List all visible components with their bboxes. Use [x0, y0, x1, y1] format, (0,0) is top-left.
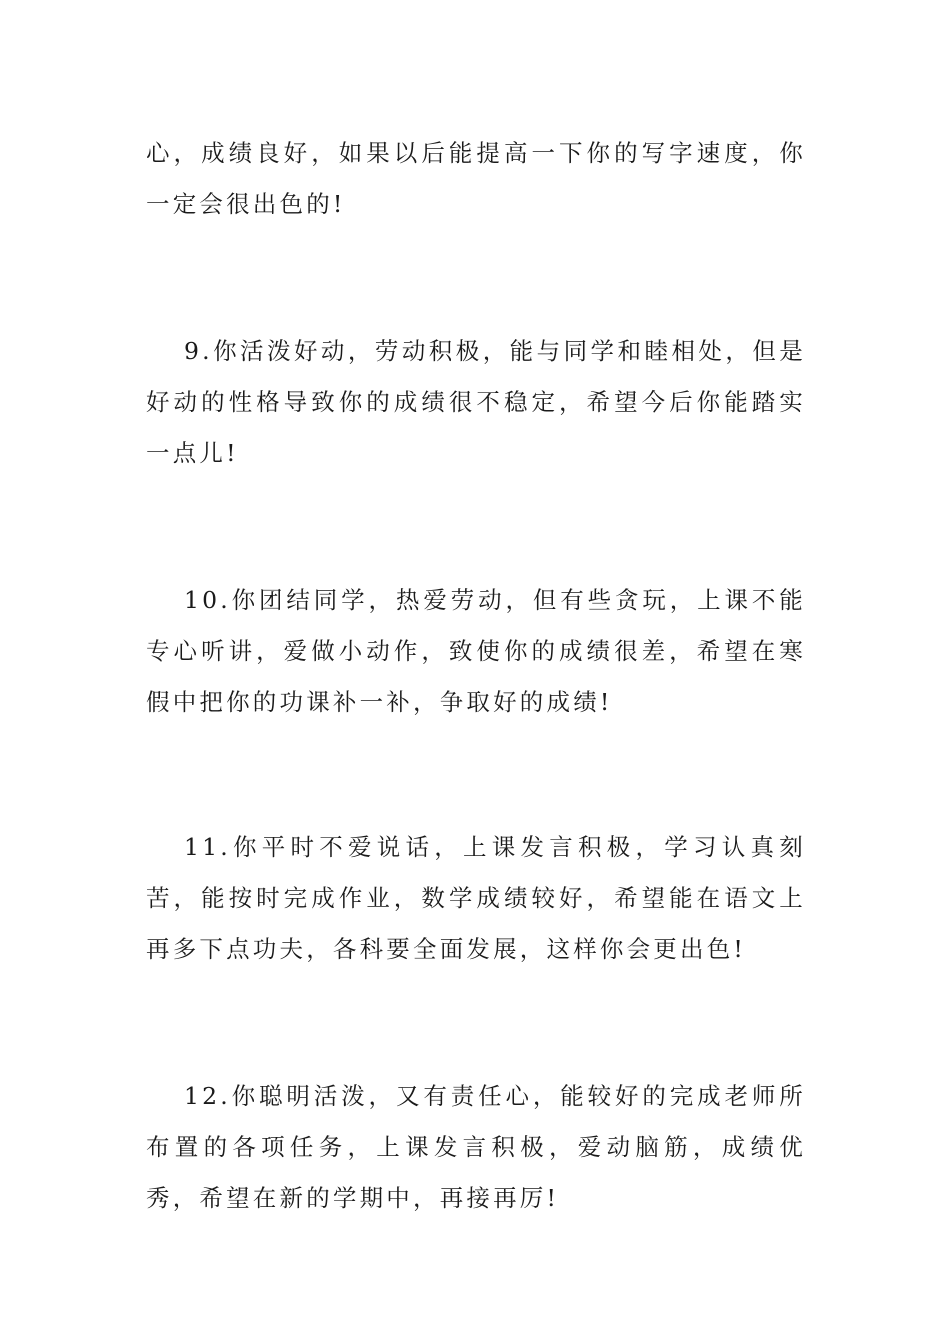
paragraph-item-10: 10.你团结同学，热爱劳动，但有些贪玩，上课不能专心听讲，爱做小动作，致使你的成绩很差，希望在寒假中把你的功课补一补，争取好的成绩! [146, 586, 806, 716]
paragraph-item-11: 11.你平时不爱说话，上课发言积极，学习认真刻苦，能按时完成作业，数学成绩较好，希望能在语文上再多下点功夫，各科要全面发展，这样你会更出色! [146, 833, 806, 963]
paragraph-continuation: 心，成绩良好，如果以后能提高一下你的写字速度，你一定会很出色的! [146, 139, 806, 218]
paragraph-item-9: 9.你活泼好动，劳动积极，能与同学和睦相处，但是好动的性格导致你的成绩很不稳定，希望今后你能踏实一点儿! [146, 337, 806, 467]
paragraph-item-12: 12.你聪明活泼，又有责任心，能较好的完成老师所布置的各项任务，上课发言积极，爱动脑筋，成绩优秀，希望在新的学期中，再接再厉! [146, 1082, 806, 1212]
